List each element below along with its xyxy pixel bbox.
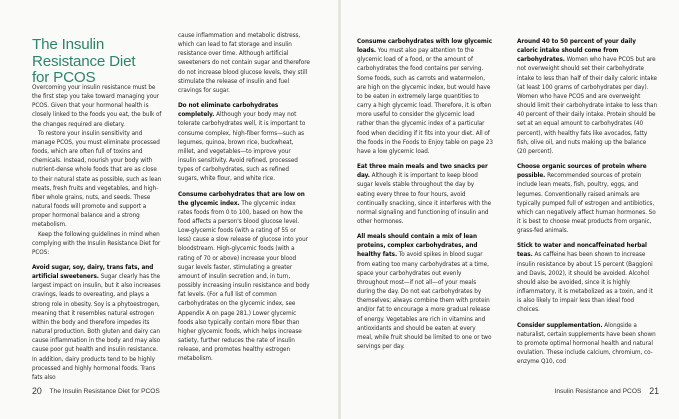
title-line-2: Resistance Diet	[32, 52, 136, 70]
guideline-heading: Consume carbohydrates that are low on the glycemic index.	[178, 191, 305, 207]
guideline-body: Sugar clearly has the largest impact on insulin, but it also increases cravings, leads to overeating, and plays a strong role in obesity. Soy is a phytoestrogen, meaning that it resembles natural estrogen within the body and therefore impedes its natural production. Both gluten and dairy can cause inflammation in the body and may also cause poor gut health and insulin resistance. In addition, dairy products tend to be highly processed and highly hormonal foods. Trans fats also	[32, 274, 161, 381]
paragraph: Keep the following guidelines in mind when complying with the Insulin Resistance Diet for PCOS:	[32, 231, 161, 256]
guideline-body: Although it is important to keep blood sugar levels stable throughout the day by eating every three to four hours, avoid continually snacking, since it interferes with the normal signaling and functioning of insulin and other hormones.	[357, 173, 492, 225]
guideline-body: As caffeine has been shown to increase insulin resistance by about 15 percent (Baggioni and Davis, 2002), it should be avoided. Alcohol should also be avoided, since it is highly inflammatory, it is metabolized as a toxin, and it is also likely to impair less than ideal food choices.	[517, 252, 653, 314]
guideline-item	[32, 264, 164, 383]
guideline-body: Alongside a naturalist, certain supplements have been shown to promote optimal hormonal health and natural ovulation. These include calcium, chromium, co-enzyme Q10, cod	[517, 322, 656, 366]
left-column-1	[32, 84, 164, 383]
guideline-item	[357, 163, 493, 227]
intro-paragraph: Overcoming your insulin resistance must be the first step you take toward managing your PCOS. Given that your hormonal health is closely linked to the foods you eat, the bulk of the changes required are dietary.	[32, 85, 162, 128]
left-footer	[26, 386, 160, 396]
guideline-body: Although your body may not tolerate carbohydrates well, it is important to consume complex, high-fiber forms—such as legumes, quinoa, brown rice, buckwheat, millet, and vegetables—to improve your insulin sensitivity. Avoid refined, processed types of carbohydrates, such as refined sugars, white flour, and white rice.	[178, 112, 306, 183]
title-line-1: The Insulin	[32, 36, 105, 53]
guideline-body: You must also pay attention to the glycemic load of a food, or the amount of carbohydrates the food contains per serving. Some foods, such as carrots and watermelon, are high on the glycemic index, but would have to be eaten in extremely large quantities to carry a high glycemic load. Therefore, it is often more useful to consider the glycemic load rather than the glycemic index of a particular food when deciding if it fits into your diet. All of the foods in the Foods to Enjoy table on page 23 have a low glycemic load.	[357, 48, 493, 155]
paragraph: To restore your insulin sensitivity and manage PCOS, you must eliminate processed foods, which are often full of toxins and chemicals. Instead, nourish your body with nutrient-dense whole foods that are as close to their natural state as possible, such as lean meats, fresh fruits and vegetables, and high-fiber whole grains, nuts, and seeds. These natural foods will promote and support a proper hormonal balance and a strong metabolism.	[32, 130, 162, 229]
page-number: 20	[32, 386, 42, 396]
guideline-item	[357, 38, 493, 157]
running-title: Insulin Resistance and PCOS	[554, 388, 642, 395]
guideline-heading: Stick to water and noncaffeinated herbal teas.	[517, 243, 647, 259]
guideline-heading: Consume carbohydrates with low glycemic loads.	[357, 39, 493, 55]
paragraph: cause inflammation and metabolic distress, which can lead to fat storage and insulin resistance over time. Although artificial sweeteners do not contain sugar and therefore do not increase blood glucose levels, they still stimulate the release of insulin and fuel cravings for sugar.	[178, 33, 310, 94]
guideline-body: Women who have PCOS but are not overweight should set their carbohydrate intake to less than half of their daily caloric intake (at least 100 grams of carbohydrates per day). Women who have PCOS and are overweight should limit their carbohydrate intake to less than 40 percent of their daily intake. Protein should be set at an equal amount to carbohydrates (40 percent), with healthy fats like avocados, fatty fish, olive oil, and nuts making up the balance (20 percent).	[517, 57, 658, 155]
guideline-heading: Choose organic sources of protein where possible.	[517, 164, 647, 180]
guideline-item	[517, 163, 657, 236]
guideline-heading: Avoid sugar, soy, dairy, trans fats, and artificial sweeteners.	[32, 264, 154, 281]
right-footer	[554, 386, 665, 396]
left-page	[0, 0, 338, 419]
guideline-heading: Eat three main meals and two snacks per day.	[357, 164, 488, 180]
running-title: The Insulin Resistance Diet for PCOS	[49, 388, 160, 395]
right-page	[341, 0, 679, 419]
right-column-2	[517, 38, 657, 367]
left-column-2	[178, 32, 310, 364]
guideline-heading: All meals should contain a mix of lean proteins, complex carbohydrates, and healthy fats.	[357, 234, 478, 259]
guideline-heading: Around 40 to 50 percent of your daily caloric intake should come from carbohydrates.	[517, 39, 636, 64]
chapter-title	[32, 37, 172, 87]
guideline-item	[357, 233, 493, 352]
page-number: 21	[649, 386, 659, 396]
guideline-item	[517, 322, 657, 368]
guideline-item	[178, 191, 310, 365]
guideline-body: To avoid spikes in blood sugar from eating too many carbohydrates at a time, space your carbohydrates out evenly throughout most—if not all—of your meals during the day. Do not eat carbohydrates by themselves; always combine them with protein and/or fat to encourage a more gradual release of energy. Vegetables are rich in vitamins and antioxidants and should be eaten at every meal, while fruit should be limited to one or two servings per day.	[357, 252, 492, 350]
guideline-heading: Do not eliminate carbohydrates completely.	[178, 103, 279, 119]
guideline-body: The glycemic index rates foods from 0 to 100, based on how the food affects a person's blood glucose level. Low-glycemic foods (with a rating of 55 or less) cause a slow release of glucose into your bloodstream. High-glycemic foods (with a rating of 70 or above) increase your blood sugar levels faster, stimulating a greater amount of insulin secretion and, in turn, possibly increasing insulin resistance and body fat levels. (For a full list of common carbohydrates on the glycemic index, see Appendix A on page 281.) Lower glycemic foods also typically contain more fiber than higher glycemic foods, which helps increase satiety, further reduces the rate of insulin release, and promotes healthy estrogen metabolism.	[178, 200, 310, 363]
guideline-item	[517, 242, 657, 315]
title-line-3: for PCOS	[32, 69, 96, 86]
guideline-body: Recommended sources of protein include lean meats, fish, poultry, eggs, and legumes. Conventionally raised animals are typically pumped full of estrogen and antibiotics, which can negatively affect human hormones. So it is best to choose meat products from organic, grass-fed animals.	[517, 173, 656, 235]
right-column-1	[357, 38, 493, 352]
guideline-item	[517, 38, 657, 157]
guideline-heading: Consider supplementation.	[517, 322, 603, 329]
guideline-item	[178, 102, 310, 184]
